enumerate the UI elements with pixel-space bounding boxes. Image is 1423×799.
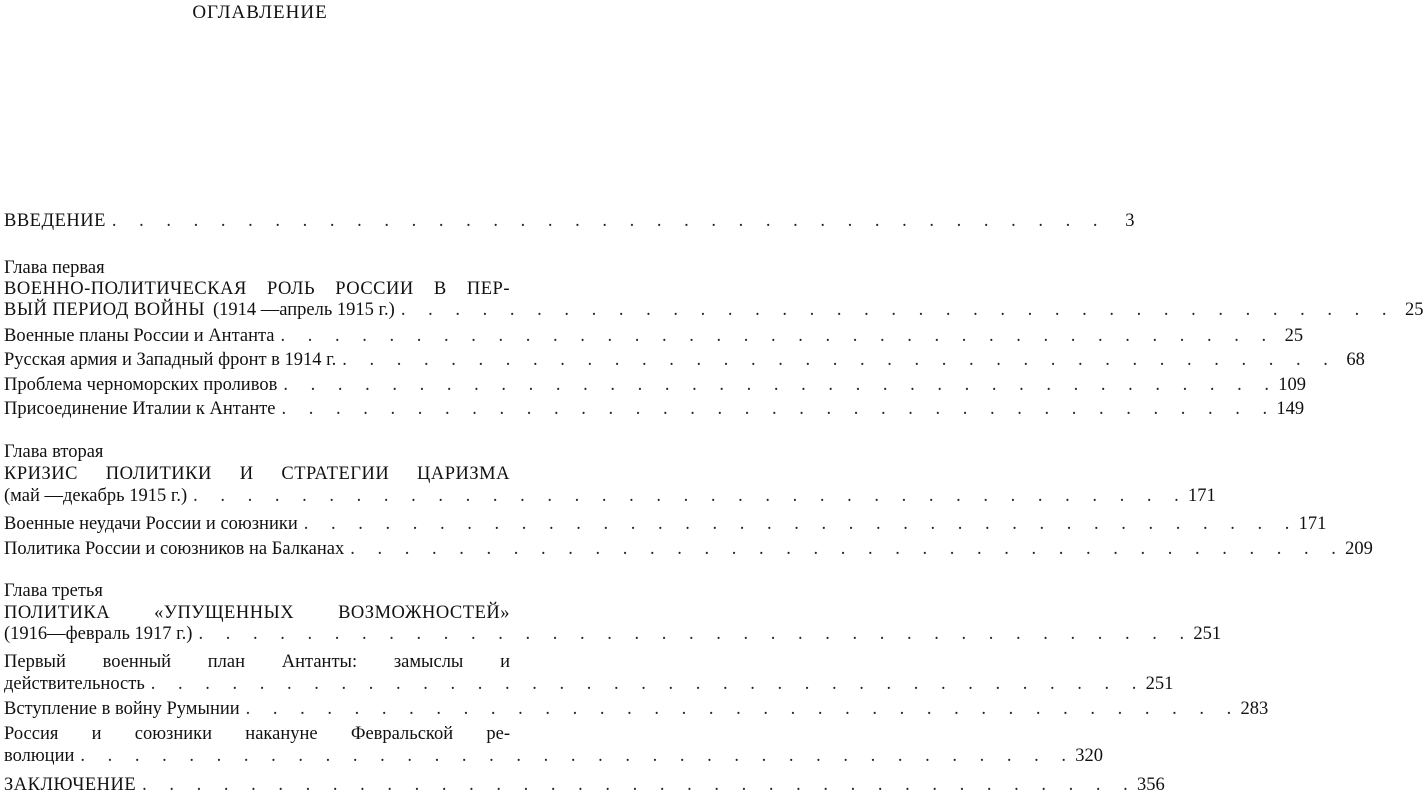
leader-dots: . . . . . . . . . . . . . . . . . . . . . . . . . . . . . . . . . . . . . <box>111 211 1107 231</box>
page-number: 68 <box>1346 350 1365 370</box>
page-title: ОГЛАВЛЕНИЕ <box>192 2 328 23</box>
toc-entry-section[interactable] <box>4 373 1306 397</box>
leader-dots: . . . . . . . . . . . . . . . . . . . . . . . . . . . . . . . . . . . . . <box>400 300 1396 320</box>
toc-entry-chapter-2[interactable] <box>4 484 1216 508</box>
leader-dots: . . . . . . . . . . . . . . . . . . . . . . . . . . . . . . . . . . . . . <box>80 746 1075 766</box>
page-number: 251 <box>1193 624 1222 644</box>
chapter-label: Глава третья <box>4 581 103 601</box>
toc-entry-section[interactable] <box>4 324 1304 348</box>
toc-entry-section[interactable] <box>4 512 1327 536</box>
leader-dots: . . . . . . . . . . . . . . . . . . . . . . . . . . . . . . . . . . . . . <box>350 539 1345 559</box>
toc-entry-title: Проблема черноморских проливов <box>4 375 278 395</box>
leader-dots: . . . . . . . . . . . . . . . . . . . . . . . . . . . . . . . . . . . . . <box>193 486 1188 506</box>
toc-entry-title: Вступление в войну Румынии <box>4 699 240 719</box>
leader-dots: . . . . . . . . . . . . . . . . . . . . . . . . . . . . . . . . . . . . . <box>342 350 1337 370</box>
chapter-dates: (май —декабрь 1915 г.) <box>4 486 188 506</box>
leader-dots: . . . . . . . . . . . . . . . . . . . . . . . . . . . . . . . . . . . . . <box>245 699 1241 719</box>
toc-entry-title: Политика России и союзников на Балканах <box>4 539 345 559</box>
page-number: 283 <box>1240 699 1269 719</box>
toc-entry-section[interactable] <box>4 744 1103 768</box>
leader-dots: . . . . . . . . . . . . . . . . . . . . . . . . . . . . . . . . . . . . . <box>280 326 1276 346</box>
page-number: 109 <box>1278 375 1306 395</box>
chapter-title-cont: ВЫЙ ПЕРИОД ВОЙНЫ <box>4 300 206 320</box>
chapter-label: Глава первая <box>4 258 105 278</box>
page-number: 171 <box>1188 486 1216 506</box>
page-number: 356 <box>1137 775 1165 795</box>
page-number: 25 <box>1284 326 1304 346</box>
leader-dots: . . . . . . . . . . . . . . . . . . . . . . . . . . . . . . . . . . . . . <box>283 375 1278 395</box>
toc-entry-title: Военные планы России и Антанта <box>4 326 275 346</box>
page-number: 149 <box>1276 399 1305 419</box>
toc-entry-title: Русская армия и Западный фронт в 1914 г. <box>4 350 337 370</box>
chapter-dates: (1914 —апрель 1915 г.) <box>213 300 395 320</box>
page-number: 171 <box>1298 514 1327 534</box>
toc-entry-section[interactable] <box>4 697 1269 721</box>
toc-entry-title-cont: волюции <box>4 746 75 766</box>
toc-entry-section[interactable] <box>4 537 1373 561</box>
page-number: 209 <box>1345 539 1373 559</box>
toc-entry-title: Первый военный план Антанты: замыслы и <box>4 652 510 672</box>
chapter-dates: (1916—февраль 1917 г.) <box>4 624 193 644</box>
toc-entry-section[interactable] <box>4 397 1305 421</box>
toc-entry-title: ЗАКЛЮЧЕНИЕ <box>4 775 137 795</box>
leader-dots: . . . . . . . . . . . . . . . . . . . . . . . . . . . . . . . . . . . . . <box>281 399 1277 419</box>
toc-entry-title: Присоединение Италии к Антанте <box>4 399 276 419</box>
leader-dots: . . . . . . . . . . . . . . . . . . . . . . . . . . . . . . . . . . . . . <box>303 514 1299 534</box>
chapter-title: ВОЕННО-ПОЛИТИЧЕСКАЯ РОЛЬ РОССИИ В ПЕР- <box>4 279 510 299</box>
leader-dots: . . . . . . . . . . . . . . . . . . . . . . . . . . . . . . . . . . . . . <box>198 624 1194 644</box>
toc-entry-section[interactable] <box>4 348 1365 372</box>
chapter-label: Глава вторая <box>4 442 104 462</box>
toc-entry-section[interactable] <box>4 672 1174 696</box>
page-number: 25 <box>1404 300 1423 320</box>
toc-entry-title: Россия и союзники накануне Февральской ре- <box>4 724 510 744</box>
toc-entry-introduction[interactable] <box>4 209 1135 233</box>
toc-entry-conclusion[interactable] <box>4 773 1165 797</box>
toc-entry-title-cont: действительность <box>4 674 145 694</box>
leader-dots: . . . . . . . . . . . . . . . . . . . . . . . . . . . . . . . . . . . . . <box>150 674 1146 694</box>
page-number: 320 <box>1075 746 1103 766</box>
chapter-title: ПОЛИТИКА «УПУЩЕННЫХ ВОЗМОЖНОСТЕЙ» <box>4 603 510 623</box>
leader-dots: . . . . . . . . . . . . . . . . . . . . . . . . . . . . . . . . . . . . . <box>142 775 1137 795</box>
page-number: 3 <box>1125 211 1135 231</box>
toc-entry-chapter-1[interactable] <box>4 298 1423 322</box>
toc-entry-title: Военные неудачи России и союзники <box>4 514 298 534</box>
chapter-title: КРИЗИС ПОЛИТИКИ И СТРАТЕГИИ ЦАРИЗМА <box>4 464 510 484</box>
page-number: 251 <box>1145 674 1174 694</box>
toc-entry-title: ВВЕДЕНИЕ <box>4 211 106 231</box>
toc-entry-chapter-3[interactable] <box>4 622 1222 646</box>
